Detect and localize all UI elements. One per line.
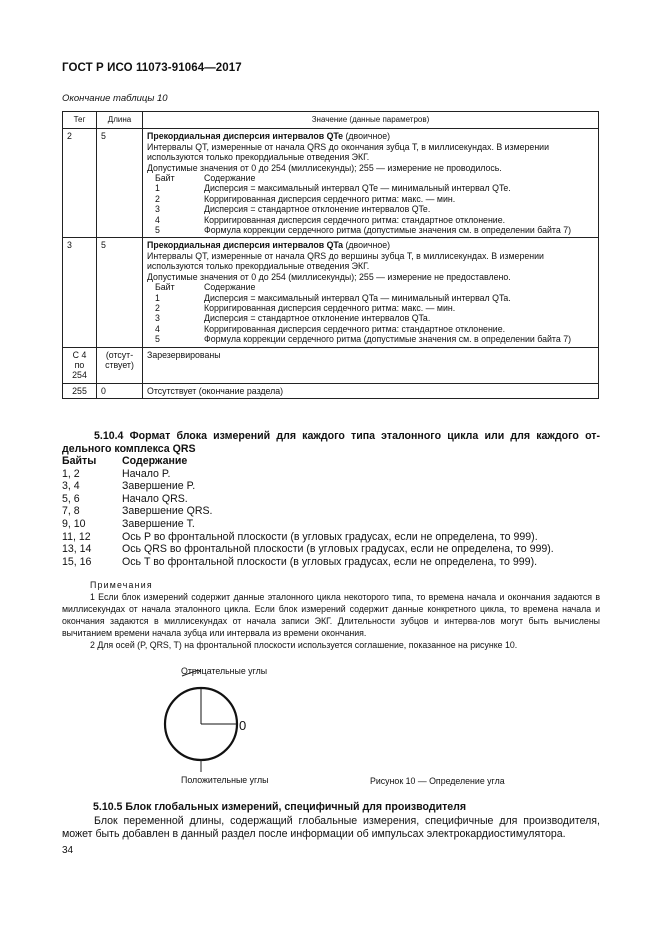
row-text-line: Интервалы QT, измеренные от начала QRS до вершины зубца T, в миллисекундах. В измерении	[147, 250, 544, 261]
length-cell: 5	[97, 238, 143, 347]
row-text-line: Допустимые значения от 0 до 254 (миллисекунды); 255 — измерение не проводилось.	[147, 162, 502, 173]
sub-byte-content: Корригированная дисперсия сердечного ритма: стандартное отклонение.	[204, 323, 506, 334]
content-header-label: Содержание	[122, 455, 188, 467]
sub-byte-number: 4	[155, 214, 160, 225]
row-title-suffix: (двоичное)	[343, 240, 391, 251]
byte-description: Начало QRS.	[122, 492, 188, 505]
negative-angles-label: Отрицательные углы	[181, 666, 268, 676]
sub-byte-content: Формула коррекции сердечного ритма (допустимые значения см. в определении байта 7)	[204, 334, 572, 345]
sub-byte-number: 4	[155, 323, 160, 334]
byte-range: 11, 12	[62, 530, 91, 543]
sub-byte-content: Корригированная дисперсия сердечного ритма: макс. — мин.	[204, 193, 456, 204]
page-number: 34	[62, 845, 74, 856]
row-title	[147, 240, 594, 250]
section-5-10-4-title: 5.10.4 Формат блока измерений для каждого типа эталонного цикла или для каждого от-дельного комплекса QRS	[62, 430, 600, 455]
length-cell: 0	[97, 383, 143, 398]
section-5-10-5-title: 5.10.5 Блок глобальных измерений, специфичный для производителя	[93, 801, 467, 813]
table-row	[63, 383, 599, 398]
byte-description: Завершение QRS.	[122, 505, 213, 518]
tag-cell: 3	[63, 238, 97, 347]
byte-description: Ось P во фронтальной плоскости (в угловых градусах, если не определена, то 999).	[122, 530, 538, 543]
positive-angles-label: Положительные углы	[181, 775, 269, 785]
byte-subtable	[147, 173, 594, 235]
byte-subtable	[147, 282, 594, 344]
row-text-line: Допустимые значения от 0 до 254 (миллисекунды); 255 — измерение не предоставлено.	[147, 271, 511, 282]
length-cell: 5	[97, 129, 143, 238]
sub-header-content: Содержание	[204, 173, 256, 184]
byte-range: 9, 10	[62, 517, 86, 530]
sub-byte-content: Корригированная дисперсия сердечного ритма: стандартное отклонение.	[204, 214, 506, 225]
sub-byte-number: 2	[155, 193, 160, 204]
byte-range: 13, 14	[62, 543, 92, 556]
section-5-10-5-body: Блок переменной длины, содержащий глобальные измерения, специфичные для производителя, может быть добавлен в данный раздел после информации об импульсах электрокардиостимулятора.	[62, 815, 600, 840]
row-text-line: используются только прекордиальные отведения ЭКГ.	[147, 261, 370, 272]
table-row	[63, 129, 599, 238]
row-text-line: Интервалы QT, измеренные от начала QRS до окончания зубца T, в миллисекундах. В измерении	[147, 141, 550, 152]
list-item	[62, 468, 600, 481]
byte-range: 15, 16	[62, 555, 92, 568]
sub-header-content: Содержание	[204, 282, 256, 293]
sub-byte-content: Дисперсия = стандартное отклонение интервалов QTa.	[204, 313, 431, 324]
byte-range: 7, 8	[62, 505, 80, 518]
byte-range: 1, 2	[62, 467, 80, 480]
byte-range: 5, 6	[62, 492, 80, 505]
value-cell: Зарезервированы	[143, 347, 599, 383]
sub-byte-content: Дисперсия = стандартное отклонение интервалов QTe.	[204, 204, 431, 215]
notes-block	[62, 579, 600, 651]
sub-byte-number: 2	[155, 302, 160, 313]
sub-byte-content: Дисперсия = максимальный интервал QTe — минимальный интервал QTe.	[204, 183, 511, 194]
tag-cell: 2	[63, 129, 97, 238]
byte-description: Ось T во фронтальной плоскости (в угловых градусах, если не определена, то 999).	[122, 555, 538, 568]
document-header: ГОСТ Р ИСО 11073-91064—2017	[62, 62, 242, 74]
byte-description: Начало P.	[122, 467, 171, 480]
tag-cell: 255	[63, 383, 97, 398]
sub-byte-content: Корригированная дисперсия сердечного ритма: макс. — мин.	[204, 302, 456, 313]
sub-byte-number: 1	[155, 183, 160, 194]
row-text-line: используются только прекордиальные отведения ЭКГ.	[147, 152, 370, 163]
list-item	[62, 543, 600, 556]
column-header-length: Длина	[97, 112, 143, 129]
list-item	[62, 480, 600, 493]
table-row	[63, 347, 599, 383]
column-header-value: Значение (данные параметров)	[143, 112, 599, 129]
zero-angle-label: 0	[239, 718, 247, 733]
bytes-header-label: Байты	[62, 455, 97, 467]
table-caption: Окончание таблицы 10	[62, 93, 168, 104]
angle-diagram	[160, 662, 240, 772]
notes-heading: Примечания	[90, 580, 153, 590]
sub-header-byte: Байт	[155, 173, 175, 184]
table-row	[63, 238, 599, 347]
byte-range: 3, 4	[62, 480, 80, 493]
list-item	[62, 505, 600, 518]
parameters-table	[62, 111, 599, 399]
byte-description: Ось QRS во фронтальной плоскости (в угловых градусах, если не определена, то 999).	[122, 543, 554, 556]
sub-byte-number: 3	[155, 313, 160, 324]
table-header-row	[63, 112, 599, 129]
note-2: 2 Для осей (P, QRS, T) на фронтальной плоскости используется соглашение, показанное на рисунке 10.	[90, 640, 518, 650]
byte-description: Завершение P.	[122, 480, 196, 493]
value-cell	[143, 238, 599, 347]
sub-byte-number: 1	[155, 292, 160, 303]
figure-caption: Рисунок 10 — Определение угла	[370, 776, 505, 786]
row-title-suffix: (двоичное)	[343, 131, 391, 142]
list-item	[62, 518, 600, 531]
row-title-bold: Прекордиальная дисперсия интервалов QTa	[147, 240, 344, 251]
list-item	[62, 556, 600, 569]
list-item	[62, 493, 600, 506]
length-cell: (отсут-ствует)	[97, 347, 143, 383]
bytes-list-header	[62, 455, 600, 468]
row-title-bold: Прекордиальная дисперсия интервалов QTe	[147, 131, 344, 142]
sub-byte-content: Формула коррекции сердечного ритма (допустимые значения см. в определении байта 7)	[204, 225, 572, 236]
tag-cell: С 4 по 254	[63, 347, 97, 383]
sub-header-byte: Байт	[155, 282, 175, 293]
list-item	[62, 531, 600, 544]
sub-byte-content: Дисперсия = максимальный интервал QTa — минимальный интервал QTa.	[204, 292, 511, 303]
bytes-list	[62, 455, 600, 568]
sub-byte-number: 3	[155, 204, 160, 215]
row-title	[147, 131, 594, 141]
note-1: 1 Если блок измерений содержит данные эталонного цикла некоторого типа, то времена начала и окончания задаются в миллисекундах от начала эталонного цикла. Если блок измерений содержит данные конкретного цикла, то времена начала и окончания задаются в миллисекундах от начала записи ЭКГ. Длительности зубцов и интерва-лов могут быть вычислены вычитанием времени начала зубца или интервала из времени окончания.	[62, 592, 600, 638]
value-cell: Отсутствует (окончание раздела)	[143, 383, 599, 398]
sub-byte-number: 5	[155, 225, 160, 236]
sub-byte-number: 5	[155, 334, 160, 345]
column-header-tag: Тег	[63, 112, 97, 129]
byte-description: Завершение T.	[122, 517, 195, 530]
value-cell	[143, 129, 599, 238]
